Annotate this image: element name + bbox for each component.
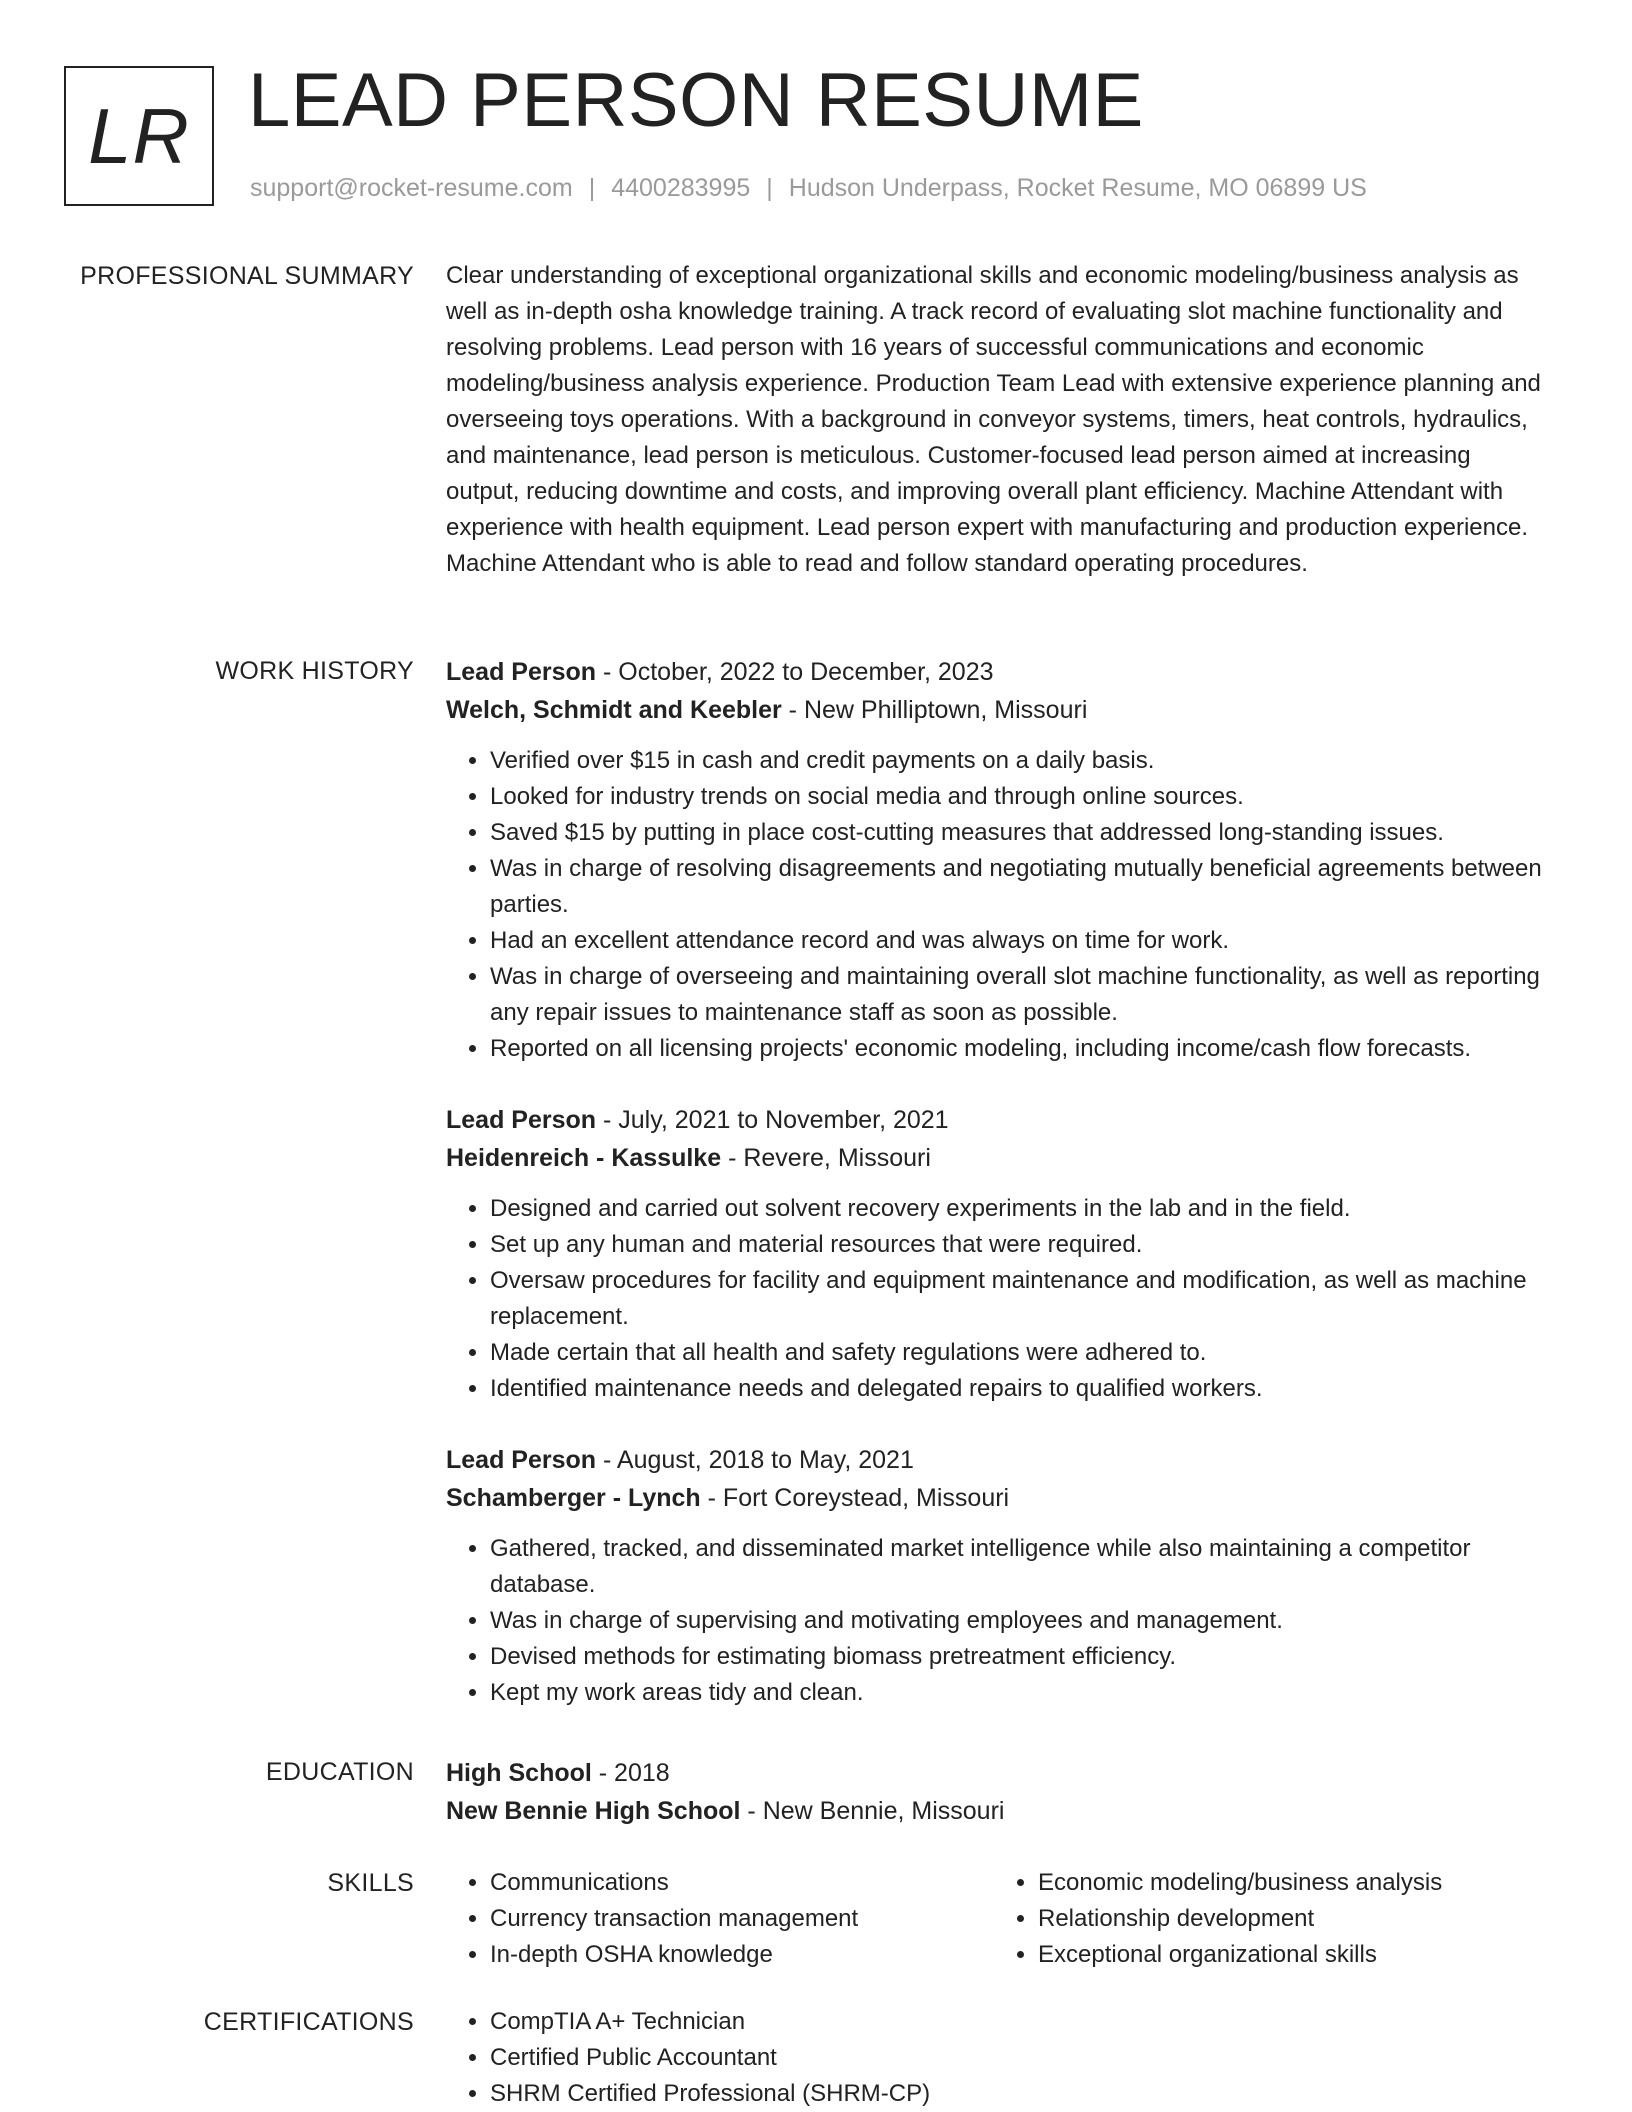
list-item: • Devised methods for estimating biomass pretreatment efficiency. [490,1639,1546,1675]
list-item: • Was in charge of resolving disagreements and negotiating mutually beneficial agreements between parties. [490,851,1546,923]
section-label: SKILLS [327,1869,414,1897]
education-school-line [446,1792,1546,1830]
section-label: CERTIFICATIONS [203,2008,414,2036]
list-item: • Certified Public Accountant [490,2040,1546,2076]
list-item: • Set up any human and material resources that were required. [490,1227,1546,1263]
education-school: New Bennie High School [446,1797,741,1825]
certifications-list [446,2004,1546,2112]
job-entry [446,1441,1546,1711]
job-company-line [446,1139,1546,1177]
list-item: • Kept my work areas tidy and clean. [490,1675,1546,1711]
skills-list-left [446,1865,994,1973]
list-item: • In-depth OSHA knowledge [490,1937,994,1973]
contact-line [250,174,1367,203]
job-entry [446,653,1546,1067]
job-company-line [446,691,1546,729]
list-item: • Currency transaction management [490,1901,994,1937]
education-location: - New Bennie, Missouri [740,1797,1005,1825]
list-item: • Designed and carried out solvent recovery experiments in the lab and in the field. [490,1191,1546,1227]
contact-separator: | [588,174,596,202]
education-year: - 2018 [591,1759,670,1787]
job-title: Lead Person [446,658,597,686]
education-degree-line [446,1754,1546,1792]
job-dates: - July, 2021 to November, 2021 [596,1106,949,1134]
section-label: EDUCATION [265,1758,414,1786]
list-item: • SHRM Certified Professional (SHRM-CP) [490,2076,1546,2112]
job-bullets [446,1191,1546,1407]
list-item: • Gathered, tracked, and disseminated market intelligence while also maintaining a competitor database. [490,1531,1546,1603]
list-item: • Oversaw procedures for facility and equipment maintenance and modification, as well as machine replacement. [490,1263,1546,1335]
job-company: Schamberger - Lynch [446,1484,701,1512]
list-item: • Relationship development [1038,1901,1542,1937]
job-company: Welch, Schmidt and Keebler [446,696,782,724]
job-location: - New Philliptown, Missouri [781,696,1088,724]
contact-address: Hudson Underpass, Rocket Resume, MO 06899 US [788,174,1367,202]
monogram-initials: LR [88,91,190,180]
job-entry [446,1101,1546,1407]
list-item: • Verified over $15 in cash and credit payments on a daily basis. [490,743,1546,779]
list-item: • Exceptional organizational skills [1038,1937,1542,1973]
contact-phone: 4400283995 [611,174,751,202]
job-location: - Revere, Missouri [721,1144,931,1172]
job-dates: - October, 2022 to December, 2023 [596,658,994,686]
section-label: PROFESSIONAL SUMMARY [80,262,414,290]
summary-text: Clear understanding of exceptional organizational skills and economic modeling/business analysis as well as in-depth osha knowledge training. A track record of evaluating slot machine functionality and resolving problems. Lead person with 16 years of successful communications and economic modeling/business analysis experience. Production Team Lead with extensive experience planning and overseeing toys operations. With a background in conveyor systems, timers, heat controls, hydraulics, and maintenance, lead person is meticulous. Customer-focused lead person aimed at increasing output, reducing downtime and costs, and improving overall plant efficiency. Machine Attendant with experience with health equipment. Lead person expert with manufacturing and production experience. Machine Attendant who is able to read and follow standard operating procedures. [446,262,1541,577]
contact-separator: | [766,174,773,202]
list-item: • Saved $15 by putting in place cost-cutting measures that addressed long-standing issues. [490,815,1546,851]
list-item: • Was in charge of supervising and motivating employees and management. [490,1603,1546,1639]
contact-email: support@rocket-resume.com [250,174,573,202]
list-item: • Communications [490,1865,994,1901]
job-location: - Fort Coreystead, Missouri [700,1484,1010,1512]
job-title: Lead Person [446,1446,597,1474]
job-title-line [446,1101,1546,1139]
list-item: • Made certain that all health and safety regulations were adhered to. [490,1335,1546,1371]
job-dates: - August, 2018 to May, 2021 [596,1446,914,1474]
job-bullets [446,743,1546,1067]
job-title-line [446,1441,1546,1479]
job-title: Lead Person [446,1106,597,1134]
list-item: • Had an excellent attendance record and was always on time for work. [490,923,1546,959]
list-item: • Identified maintenance needs and delegated repairs to qualified workers. [490,1371,1546,1407]
skills-grid [446,1865,1546,1973]
monogram-logo [64,66,214,206]
section-label: WORK HISTORY [215,657,414,685]
list-item: • CompTIA A+ Technician [490,2004,1546,2040]
job-company: Heidenreich - Kassulke [446,1144,722,1172]
list-item: • Was in charge of overseeing and maintaining overall slot machine functionality, as well as reporting any repair issues to maintenance staff as soon as possible. [490,959,1546,1031]
list-item: • Economic modeling/business analysis [1038,1865,1542,1901]
job-title-line [446,653,1546,691]
education-degree: High School [446,1759,592,1787]
job-bullets [446,1531,1546,1711]
list-item: • Looked for industry trends on social media and through online sources. [490,779,1546,815]
list-item: • Reported on all licensing projects' economic modeling, including income/cash flow forecasts. [490,1031,1546,1067]
skills-list-right [994,1865,1542,1973]
job-company-line [446,1479,1546,1517]
resume-title: LEAD PERSON RESUME [248,58,1144,143]
